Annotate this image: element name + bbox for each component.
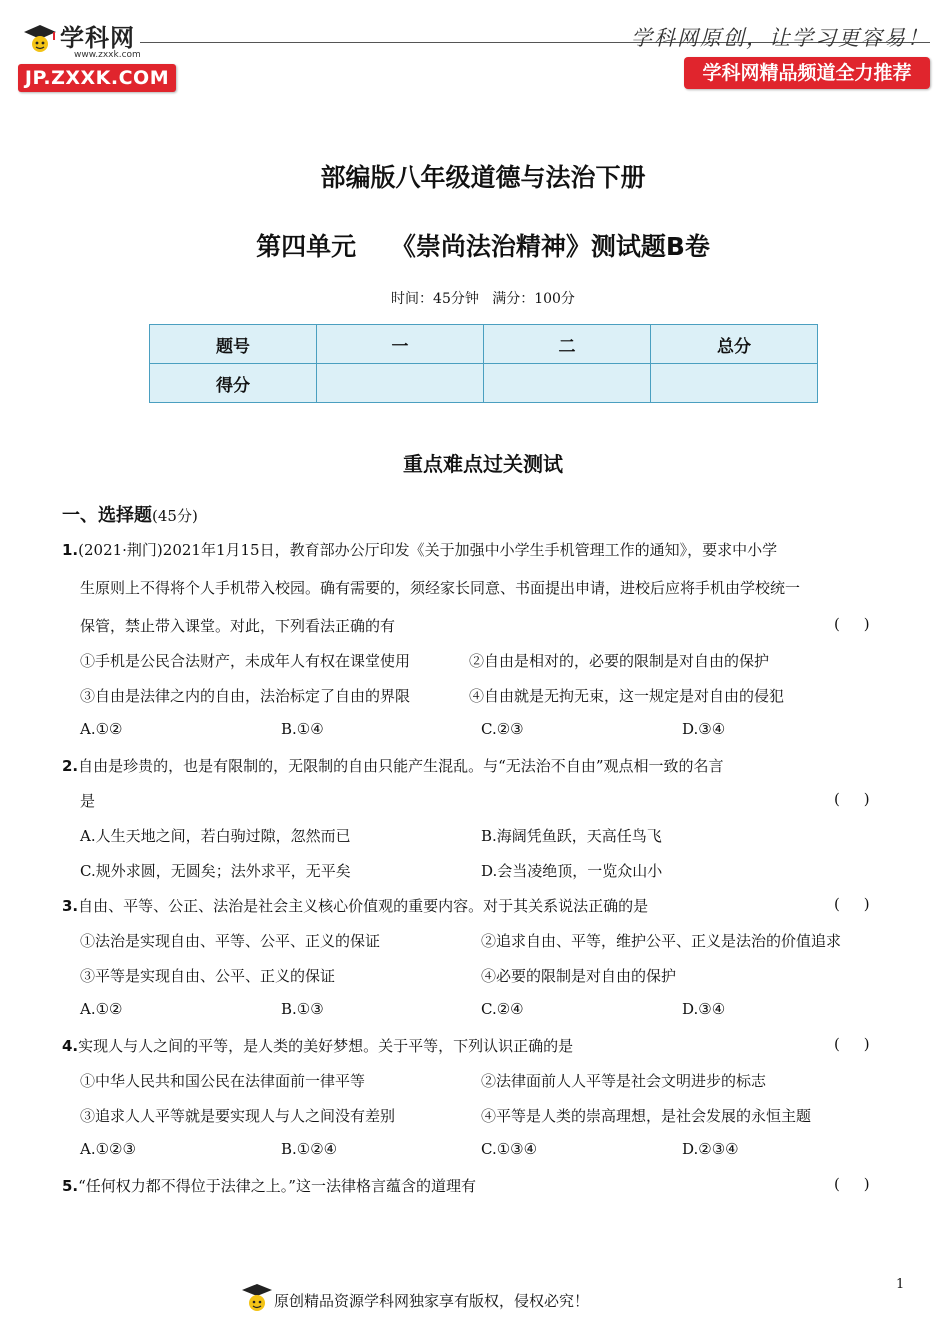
option: B.海阔凭鱼跃，天高任鸟飞 (481, 827, 662, 845)
score-table-header-cell: 总分 (651, 325, 818, 364)
page-number: 1 (896, 1277, 905, 1292)
answer-bracket: ( ) (834, 615, 870, 633)
graduation-cap-icon (22, 20, 58, 56)
option: B.①④ (281, 720, 324, 738)
document-subtitle: 第四单元 《崇尚法治精神》测试题B卷 (256, 232, 710, 261)
score-table-header-cell: 题号 (150, 325, 317, 364)
option: D.会当凌绝顶，一览众山小 (481, 862, 663, 880)
question-number: 2. (62, 757, 79, 775)
question-text: 自由、平等、公正、法治是社会主义核心价值观的重要内容。对于其关系说法正确的是 (78, 897, 649, 915)
part-title-points: (45分) (152, 507, 198, 525)
document-title: 部编版八年级道德与法治下册 (320, 163, 646, 192)
statement: ③追求人人平等就是要实现人与人之间没有差别 (80, 1107, 396, 1125)
question-text: “任何权力都不得位于法律之上。”这一法律格言蕴含的道理有 (78, 1177, 476, 1195)
answer-bracket: ( ) (834, 1175, 870, 1193)
question-line (62, 1175, 476, 1196)
option: A.①② (80, 720, 123, 738)
promo-banner[interactable]: 学科网精品频道全力推荐 (684, 57, 930, 89)
question-text: (2021·荆门)2021年1月15日，教育部办公厅印发《关于加强中小学生手机管理工作的通知》，要求中小学 (78, 541, 778, 559)
header-slogan: 学科网原创，让学习更容易！ (631, 26, 930, 50)
part-title (62, 501, 198, 527)
score-table-header-row (150, 325, 818, 364)
option: D.③④ (682, 1000, 726, 1018)
option: D.③④ (682, 720, 726, 738)
logo-name: 学科网 (60, 24, 135, 52)
statement: ④平等是人类的崇高理想，是社会发展的永恒主题 (481, 1107, 812, 1125)
question-line (62, 539, 777, 560)
score-table (149, 324, 818, 403)
score-table-header-cell: 二 (484, 325, 651, 364)
question-text: 是 (80, 792, 96, 810)
time-score-info: 时间：45分钟 满分：100分 (391, 291, 575, 307)
question-number: 4. (62, 1037, 79, 1055)
option: A.①② (80, 1000, 123, 1018)
part-title-label: 一、选择题 (62, 505, 152, 526)
option: D.②③④ (682, 1140, 739, 1158)
statement: ①中华人民共和国公民在法律面前一律平等 (80, 1072, 366, 1090)
logo-url: www.zxxk.com (74, 50, 141, 60)
question-text: 实现人与人之间的平等，是人类的美好梦想。关于平等，下列认识正确的是 (78, 1037, 574, 1055)
question-line (62, 1035, 573, 1056)
statement: ②法律面前人人平等是社会文明进步的标志 (481, 1072, 767, 1090)
score-row-label: 得分 (150, 364, 317, 403)
score-cell (484, 364, 651, 403)
score-table-header-cell: 一 (317, 325, 484, 364)
question-line (62, 895, 648, 916)
option: C.规外求圆，无圆矣；法外求平，无平矣 (80, 862, 351, 880)
option: B.①③ (281, 1000, 324, 1018)
site-logo[interactable] (18, 14, 188, 96)
answer-bracket: ( ) (834, 895, 870, 913)
question-number: 3. (62, 897, 79, 915)
question-text: 自由是珍贵的，也是有限制的，无限制的自由只能产生混乱。与“无法治不自由”观点相一致的名言 (78, 757, 724, 775)
logo-badge: JP.ZXXK.COM (18, 64, 176, 92)
option: A.人生天地之间，若白驹过隙，忽然而已 (80, 827, 351, 845)
question-text: 生原则上不得将个人手机带入校园。确有需要的，须经家长同意、书面提出申请，进校后应将手机由学校统一 (80, 579, 801, 597)
statement: ②追求自由、平等，维护公平、正义是法治的价值追求 (481, 932, 842, 950)
option: A.①②③ (80, 1140, 136, 1158)
statement: ④必要的限制是对自由的保护 (481, 967, 677, 985)
graduation-cap-icon (240, 1280, 274, 1316)
score-cell (651, 364, 818, 403)
statement: ①手机是公民合法财产，未成年人有权在课堂使用 (80, 652, 411, 670)
option: C.②④ (481, 1000, 524, 1018)
score-table-score-row (150, 364, 818, 403)
statement: ①法治是实现自由、平等、公平、正义的保证 (80, 932, 381, 950)
statement: ②自由是相对的，必要的限制是对自由的保护 (469, 652, 770, 670)
score-cell (317, 364, 484, 403)
question-line (62, 755, 723, 776)
question-text: 保管，禁止带入课堂。对此，下列看法正确的有 (80, 617, 396, 635)
option: C.②③ (481, 720, 524, 738)
answer-bracket: ( ) (834, 1035, 870, 1053)
question-number: 1. (62, 541, 79, 559)
section-title: 重点难点过关测试 (403, 452, 563, 476)
statement: ③平等是实现自由、公平、正义的保证 (80, 967, 336, 985)
option: B.①②④ (281, 1140, 338, 1158)
statement: ④自由就是无拘无束，这一规定是对自由的侵犯 (469, 687, 785, 705)
option: C.①③④ (481, 1140, 538, 1158)
statement: ③自由是法律之内的自由，法治标定了自由的界限 (80, 687, 411, 705)
question-number: 5. (62, 1177, 79, 1195)
copyright-notice: 原创精品资源学科网独家享有版权，侵权必究！ (274, 1292, 590, 1310)
answer-bracket: ( ) (834, 790, 870, 808)
